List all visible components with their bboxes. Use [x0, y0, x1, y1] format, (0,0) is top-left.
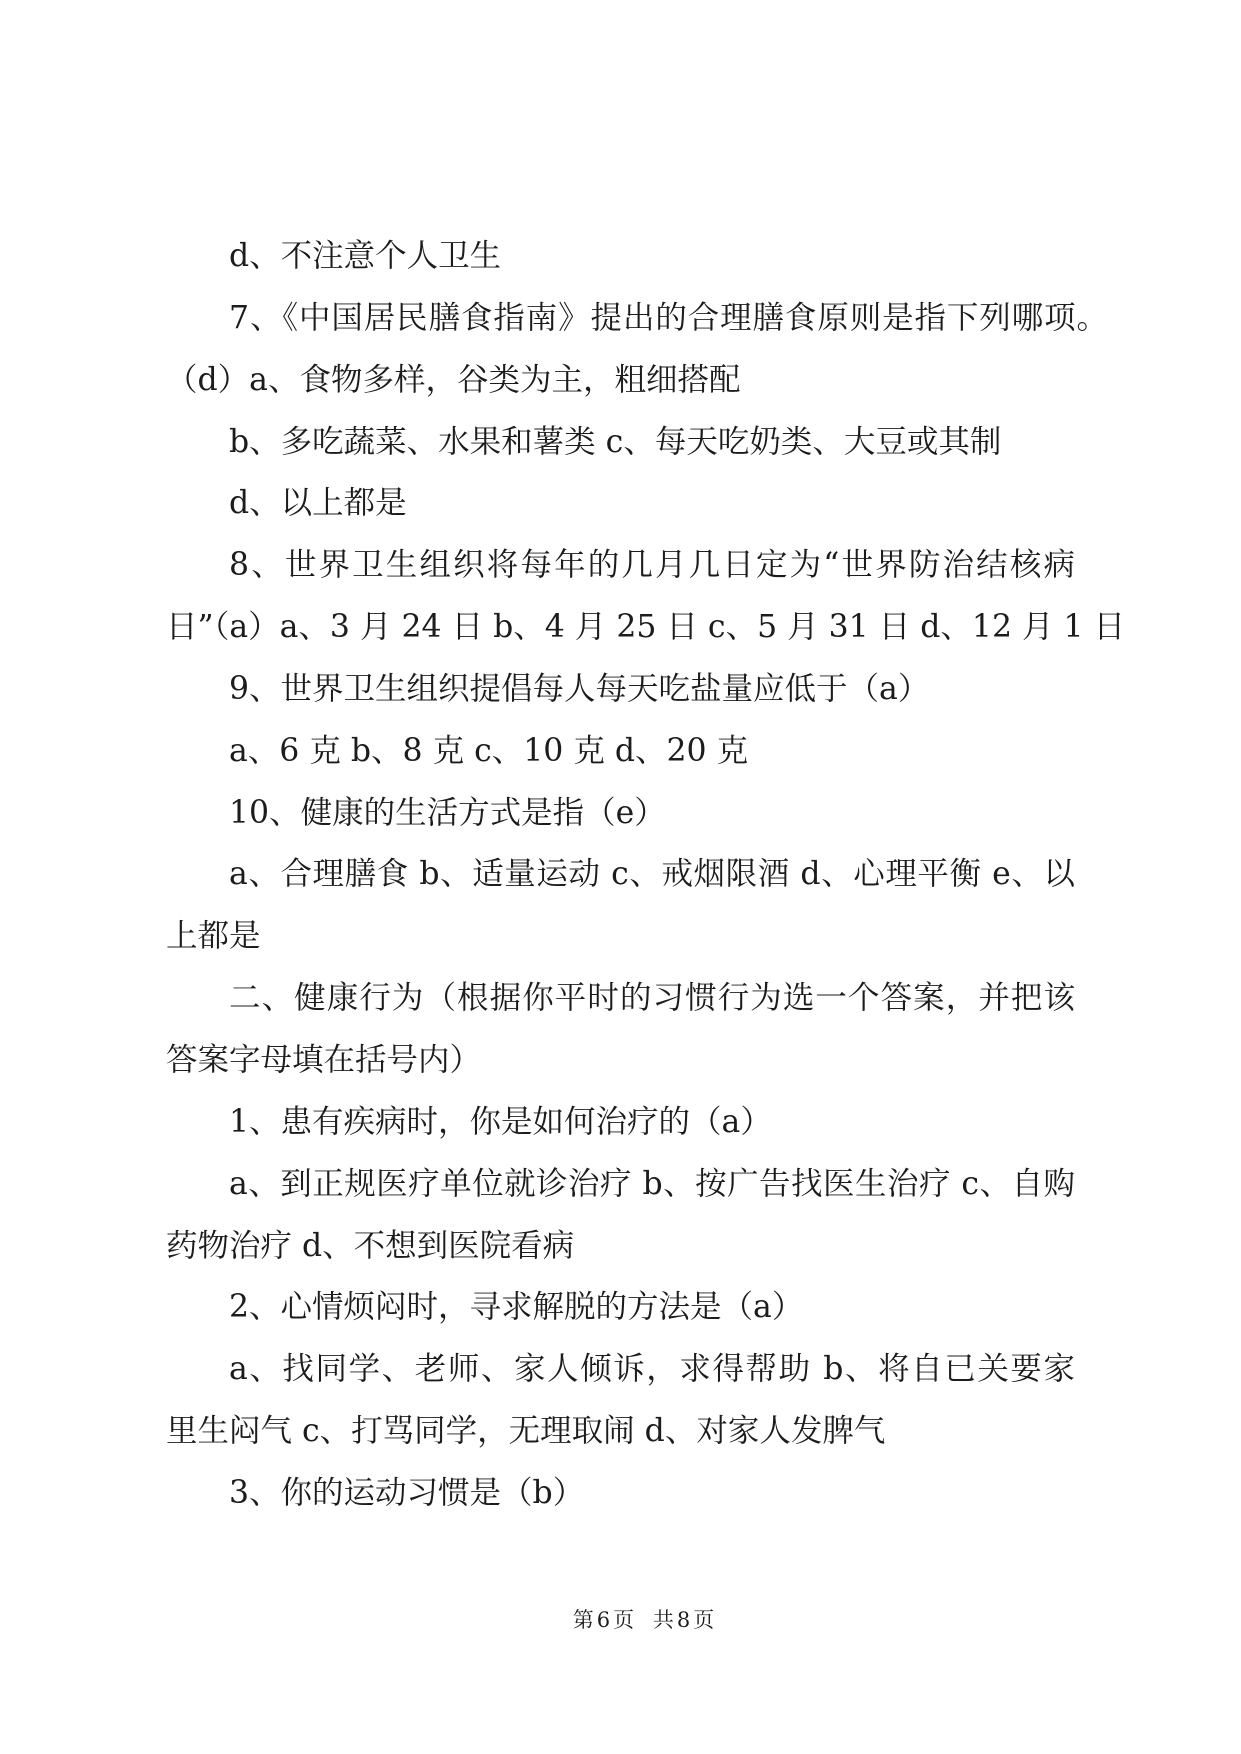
behavior-question-2: [166, 1277, 1075, 1463]
behavior-question-1-options-continued: 药物治疗 d、不想到医院看病: [166, 1227, 575, 1264]
question-7: [166, 288, 1108, 535]
section-two-heading: 二、健康行为（根据你平时的习惯行为选一个答案，并把该: [229, 980, 1075, 1017]
question-9-options: a、6 克 b、8 克 c、10 克 d、20 克: [229, 732, 749, 769]
page-number-footer: 第6页 共8页: [572, 1608, 718, 1632]
question-10-options-continued: 上都是: [166, 918, 261, 955]
question-8-text: 8、世界卫生组织将每年的几月几日定为“世界防治结核病: [229, 547, 1075, 584]
body-text: [166, 226, 1126, 1525]
behavior-question-2-text: 2、心情烦闷时，寻求解脱的方法是（a）: [229, 1289, 804, 1326]
behavior-question-2-options: a、找同学、老师、家人倾诉，求得帮助 b、将自已关要家: [229, 1351, 1075, 1388]
behavior-question-1: [166, 1092, 1075, 1278]
behavior-question-2-options-continued: 里生闷气 c、打骂同学，无理取闹 d、对家人发脾气: [166, 1413, 886, 1450]
question-8-answer-options: 日”（a）a、3 月 24 日 b、4 月 25 日 c、5 月 31 日 d、12 月 1 日: [166, 609, 1126, 646]
section-two-health-behavior: [166, 968, 1075, 1525]
behavior-question-1-options: a、到正规医疗单位就诊治疗 b、按广告找医生治疗 c、自购: [229, 1165, 1075, 1202]
question-10-text: 10、健康的生活方式是指（e）: [229, 794, 666, 831]
question-10: [166, 783, 1075, 969]
question-10-options: a、合理膳食 b、适量运动 c、戒烟限酒 d、心理平衡 e、以: [229, 856, 1075, 893]
behavior-question-3: [166, 1463, 1075, 1525]
question-7-options-b-c: b、多吃蔬菜、水果和薯类 c、每天吃奶类、大豆或其制: [229, 423, 1002, 460]
question-9-text: 9、世界卫生组织提倡每人每天吃盐量应低于（a）: [229, 670, 930, 707]
question-8: [166, 535, 1126, 659]
behavior-question-1-text: 1、患有疾病时，你是如何治疗的（a）: [229, 1103, 772, 1140]
question-7-text: 7、《中国居民膳食指南》提出的合理膳食原则是指下列哪项。: [229, 299, 1108, 336]
section-two-heading-continued: 答案字母填在括号内）: [166, 1041, 482, 1078]
behavior-question-3-text: 3、你的运动习惯是（b）: [229, 1474, 585, 1511]
question-9: [166, 659, 1075, 783]
question-6-continued: [166, 226, 1075, 288]
question-7-option-d: d、以上都是: [229, 485, 407, 522]
question-7-answer-option-a: （d）a、食物多样，谷类为主，粗细搭配: [166, 361, 741, 398]
question-6-option-d: d、不注意个人卫生: [229, 238, 502, 274]
